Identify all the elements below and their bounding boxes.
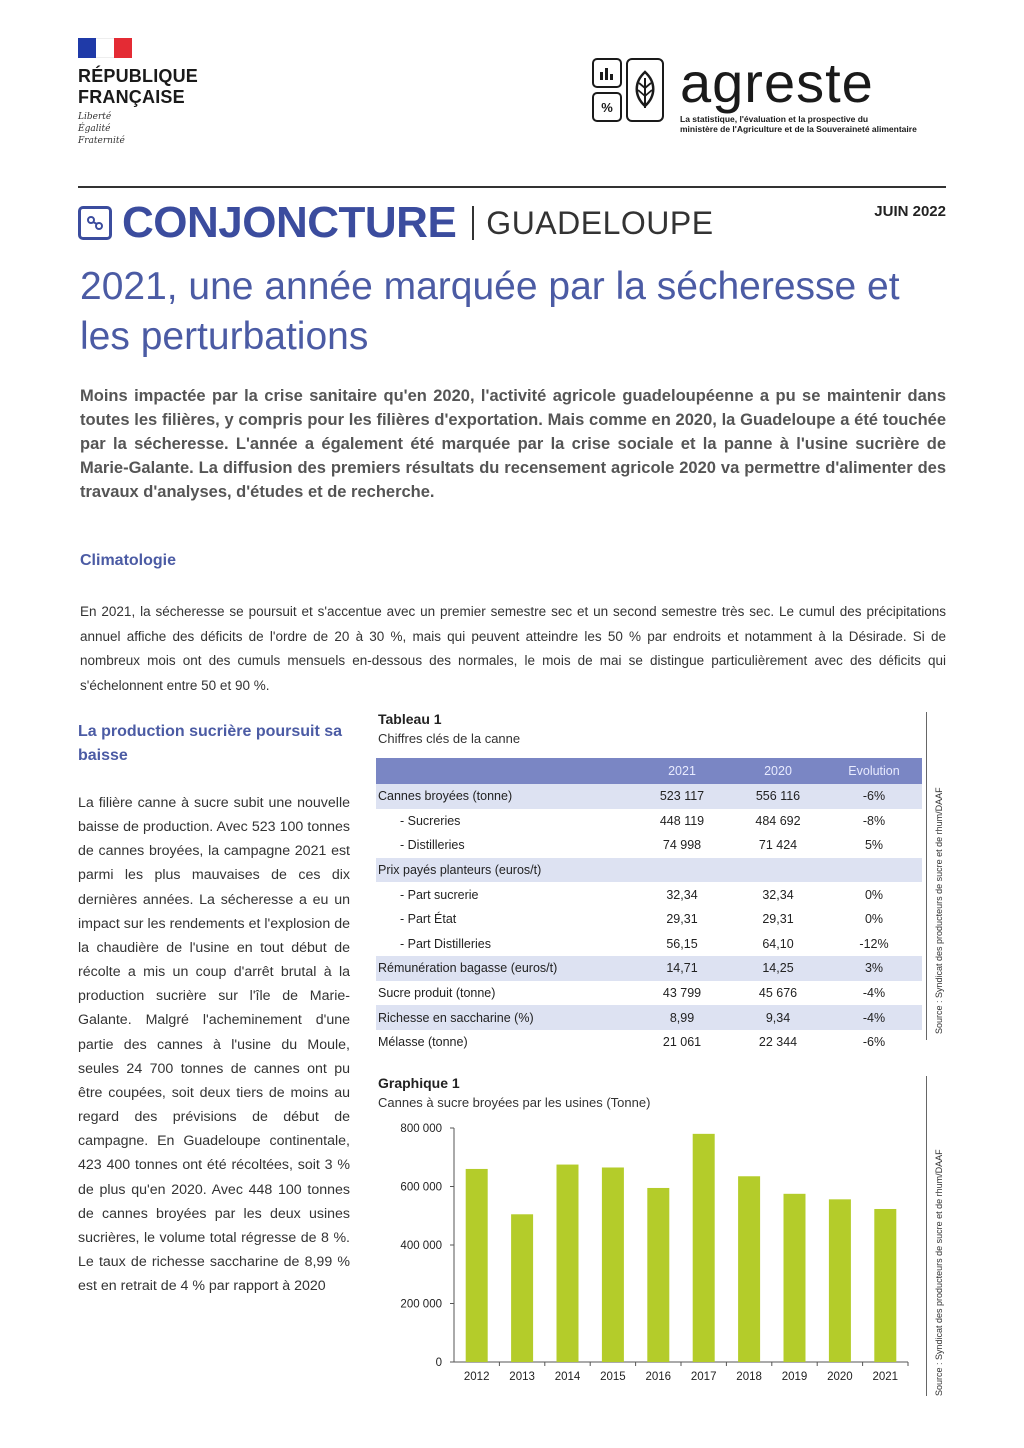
value-2020: 29,31: [762, 912, 794, 927]
table-row: [376, 1005, 922, 1030]
leaf-icon: [626, 58, 664, 122]
y-tick-label: 800 000: [400, 1123, 442, 1135]
y-tick-label: 0: [435, 1357, 442, 1369]
y-tick-label: 200 000: [400, 1298, 442, 1311]
bar: [693, 1134, 715, 1362]
chart-title: Graphique 1: [378, 1075, 460, 1091]
row-label: Sucre produit (tonne): [378, 986, 496, 1001]
republique-francaise-logo: [78, 38, 198, 147]
x-tick-label: 2016: [645, 1371, 672, 1383]
value-evolution: -6%: [826, 784, 922, 809]
value-2020: 484 692: [755, 813, 801, 828]
climatologie-text: En 2021, la sécheresse se poursuit et s'accentue avec un premier semestre sec et un second semestre très sec. Le cumul des précipitations annuel affiche des déficits de l'ordre de 20 à 30 %, mais qui peuvent atteindre les 50 % par endroits et notamment à la Désirade. Si de nombreux mois ont des cumuls mensuels en-dessous des normales, le mois de mai se distingue particulièrement avec des déficits qui s'échelonnent entre 50 et 90 %.: [80, 604, 946, 693]
bar: [738, 1176, 760, 1362]
header-divider: [78, 186, 946, 188]
y-tick-label: 600 000: [400, 1181, 442, 1194]
value-evolution: [826, 858, 922, 883]
page-title: 2021, une année marquée par la sécheresse et les perturbations: [80, 265, 900, 358]
table-row: [376, 981, 922, 1006]
value-evolution: 0%: [864, 887, 884, 902]
column-header: [376, 758, 634, 784]
value-2020: 14,25: [730, 956, 826, 981]
agreste-icon-group: [592, 58, 656, 122]
bar: [874, 1209, 896, 1362]
table-header-row: [376, 758, 922, 784]
flag-icon: [78, 38, 132, 58]
value-evolution: 0%: [864, 912, 884, 927]
chart-source: Source : Syndicat des producteurs de sucre et de rhum/DAAF: [934, 1149, 944, 1396]
x-tick-label: 2012: [463, 1371, 490, 1383]
table-title: Tableau 1: [378, 711, 442, 727]
x-tick-label: 2014: [554, 1371, 581, 1383]
climatologie-heading: Climatologie: [80, 552, 177, 569]
value-evolution: 3%: [826, 956, 922, 981]
row-label: - Part État: [400, 912, 457, 927]
table-row: [376, 932, 922, 957]
value-2021: 8,99: [634, 1005, 730, 1030]
agreste-logo: [592, 51, 917, 134]
bar-chart: [370, 1112, 915, 1392]
value-evolution: -6%: [862, 1035, 886, 1050]
value-evolution: -4%: [862, 986, 886, 1001]
row-label: Cannes broyées (tonne): [376, 784, 634, 809]
value-2021: 448 119: [659, 813, 705, 828]
x-tick-label: 2018: [736, 1371, 762, 1383]
percent-icon: %: [592, 92, 622, 122]
series-name: CONJONCTURE: [122, 198, 457, 247]
value-2020: 32,34: [762, 887, 794, 902]
republique-name: RÉPUBLIQUE FRANÇAISE: [78, 66, 199, 107]
x-tick-label: 2019: [781, 1371, 808, 1383]
table-row: [376, 1030, 922, 1055]
chart-source-rule: [926, 1076, 927, 1396]
value-2021: 523 117: [634, 784, 730, 809]
lead-paragraph: Moins impactée par la crise sanitaire qu'en 2020, l'activité agricole guadeloupéenne a pu se maintenir dans toutes les filières, y compris pour les filières d'exportation. Mais comme en 2020, la Guadeloupe a été touchée par la sécheresse. L'année a également été marquée par la crise sociale et la panne à l'usine sucrière de Marie-Galante. La diffusion des premiers résultats du recensement agricole 2020 va permettre d'alimenter des travaux d'analyses, d'études et de recherche.: [80, 387, 946, 501]
value-2020: 71 424: [758, 838, 798, 853]
value-evolution: -4%: [826, 1005, 922, 1030]
region-name: GUADELOUPE: [486, 204, 714, 241]
value-2021: 74 998: [662, 838, 702, 853]
value-2021: 21 061: [662, 1035, 702, 1050]
bar: [784, 1194, 806, 1362]
table-row: [376, 882, 922, 907]
x-tick-label: 2020: [827, 1371, 853, 1383]
value-2021: 56,15: [666, 936, 698, 951]
table-source-rule: [926, 712, 927, 1040]
x-tick-label: 2013: [509, 1371, 535, 1383]
bar: [602, 1167, 624, 1362]
banner-separator: [472, 206, 474, 240]
bar: [829, 1199, 851, 1362]
row-label: Mélasse (tonne): [378, 1035, 468, 1050]
value-2020: 22 344: [758, 1035, 798, 1050]
bar: [466, 1169, 488, 1362]
table-subtitle: Chiffres clés de la canne: [378, 731, 521, 746]
production-heading: La production sucrière poursuit sa baisse: [78, 723, 343, 764]
value-evolution: 5%: [864, 838, 884, 853]
x-tick-label: 2017: [690, 1371, 717, 1383]
column-header: Evolution: [826, 758, 922, 784]
series-banner: [78, 198, 714, 248]
value-evolution: -8%: [862, 813, 886, 828]
value-2020: 64,10: [762, 936, 794, 951]
table-row: [376, 858, 922, 883]
value-2020: [730, 858, 826, 883]
agreste-tagline: La statistique, l'évaluation et la prospective du ministère de l'Agriculture et de la Souveraineté alimentaire: [680, 114, 917, 134]
table-row: [376, 833, 922, 858]
row-label: Rémunération bagasse (euros/t): [376, 956, 634, 981]
row-label: Prix payés planteurs (euros/t): [376, 858, 634, 883]
bar: [511, 1214, 533, 1362]
column-header: 2021: [634, 758, 730, 784]
row-label: - Part Distilleries: [400, 936, 491, 951]
value-2020: 556 116: [730, 784, 826, 809]
table-row: [376, 784, 922, 809]
agreste-wordmark: agreste: [680, 51, 874, 114]
bar: [647, 1188, 669, 1362]
value-evolution: -12%: [859, 936, 889, 951]
row-label: - Sucreries: [400, 813, 461, 828]
value-2021: 32,34: [666, 887, 698, 902]
publication-date: JUIN 2022: [874, 203, 946, 220]
row-label: Richesse en saccharine (%): [376, 1005, 634, 1030]
column-header: 2020: [730, 758, 826, 784]
value-2021: 43 799: [662, 986, 702, 1001]
republique-motto: Liberté Égalité Fraternité: [78, 112, 125, 146]
value-2021: 29,31: [666, 912, 698, 927]
key-figures-table: [376, 758, 922, 1055]
y-tick-label: 400 000: [400, 1240, 442, 1252]
value-2021: 14,71: [634, 956, 730, 981]
table-row: [376, 809, 922, 834]
bar: [557, 1165, 579, 1362]
value-2020: 45 676: [758, 986, 798, 1001]
x-tick-label: 2021: [872, 1371, 899, 1383]
x-tick-label: 2015: [600, 1371, 626, 1383]
table-source: Source : Syndicat des producteurs de sucre et de rhum/DAAF: [934, 787, 944, 1034]
row-label: - Distilleries: [400, 838, 465, 853]
production-text: La filière canne à sucre subit une nouvelle baisse de production. Avec 523 100 tonnes de cannes broyées, la campagne 2021 est parmi les plus mauvaises de ces dix dernières années. La sécheresse a eu un impact sur les rendements et l'explosion de la chaudière de l'usine en tout début de récolte a mis un coup d'arrêt brutal à la production sucrière sur l'île de Marie-Galante. Malgré l'acheminement d'une partie des cannes à l'usine du Moule, seules 24 700 tonnes de cannes ont pu être coupées, soit deux tiers de moins au regard des prévisions de début de campagne. En Guadeloupe continentale, 423 400 tonnes ont été récoltées, soit 3 % de plus qu'en 2020. Avec 448 100 tonnes de cannes broyées par les deux usines sucrières, le volume total régresse de 8 %. Le taux de richesse saccharine de 8,99 % est en retrait de 4 % par rapport à 2020: [78, 795, 350, 1295]
table-row: [376, 907, 922, 932]
chart-subtitle: Cannes à sucre broyées par les usines (Tonne): [378, 1095, 651, 1110]
row-label: - Part sucrerie: [400, 887, 479, 902]
value-2021: [634, 858, 730, 883]
conjoncture-icon: [78, 206, 112, 240]
value-2020: 9,34: [730, 1005, 826, 1030]
table-row: [376, 956, 922, 981]
bar-chart-icon: [592, 58, 622, 88]
